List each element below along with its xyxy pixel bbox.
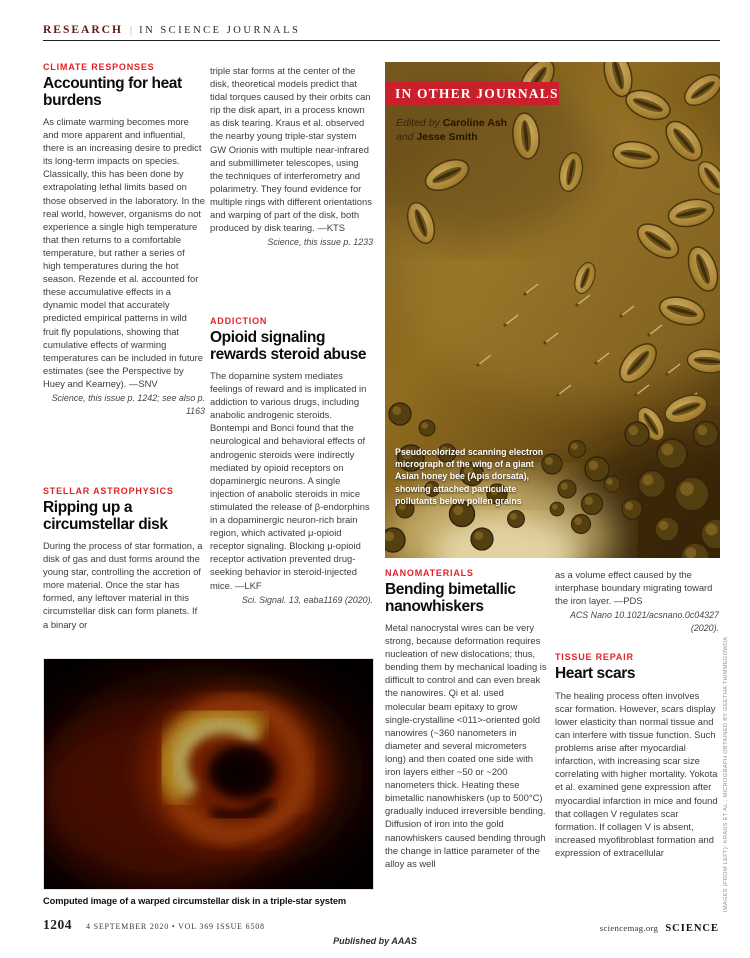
tissue-repair-body: The healing process often involves scar formation. However, scars display lower elasticity than normal tissue and can interfere with tissue function. Such problems arise after myocardial infarction, with increasing scar size correlating with higher mortality. Yokota et al. examined gene expression after myocardial infarction in mice and found that collagen V regulates scar formation. If collagen V is absent, increased myofibroblast formation and expression of extracellular: [555, 689, 718, 858]
nanomaterials-citation: ACS Nano 10.1021/acsnano.0c04327 (2020).: [569, 610, 719, 634]
page-header: [43, 20, 720, 38]
nanomaterials-body-part2: as a volume effect caused by the interphase boundary migrating toward the iron layer. —PDS: [555, 569, 713, 607]
and-label: and: [396, 130, 417, 143]
climate-body: As climate warming becomes more and more apparent and influential, there is an increasing desire to predict its long-term impacts on species. Classically, this has been done by extrapolating lethal limits based on those observed in the laboratory. In the real world, however, organisms do not experience a single high temperature that then returns to a comfortable temperature, but rather a series of high temperatures during the hot season. Rezende et al. accounted for these accumulative effects in a dynamic model that accurately predicted empirical patterns in wild fruit fly populations, showing that cumulative effects of warming temperatures can be included in future estimates (see the Perspective by Huey and Kearney). —SNV: [43, 116, 205, 389]
footer-brand: SCIENCE: [665, 923, 719, 934]
tissue-repair-title: Heart scars: [555, 665, 636, 683]
climate-title: Accounting for heat burdens: [43, 75, 182, 109]
article-addiction: [210, 316, 373, 646]
footer-site: sciencemag.org: [599, 923, 659, 933]
nanomaterials-body-part1: Metal nanocrystal wires can be very strong, because deformation requires nucleation of new dislocations; thus, bending them by mechanical loading is difficult to control and can even break the nanowires. Qi et al. used molecular beam epitaxy to grow single-crystalline <011>-oriented gold nanowires (~360 nanometers in diameter and several micrometers long) and then coated one side with iron layers either ~50 or ~200 nanometers thick. Heating these bimetallic nanowhiskers (up to 500°C) gradually induced irreversible bending. Diffusion of iron into the gold nanowhiskers caused bending through the change in lattice parameter of the alloy as well: [385, 622, 547, 869]
header-section-label: RESEARCH: [43, 24, 123, 36]
article-stellar-part1: [43, 486, 205, 656]
stellar-citation: Science, this issue p. 1233: [267, 237, 373, 248]
stellar-title: Ripping up a circumstellar disk: [43, 499, 168, 533]
image-credit-vertical: IMAGES (FROM LEFT): KRAUS ET AL.; MICROGRAPH OBTAINED BY GEETHA THIMMEGOWDA: [723, 636, 729, 912]
article-stellar-part2: [210, 64, 373, 310]
edited-by-label: Edited by: [396, 117, 443, 129]
page-number: 1204: [43, 917, 72, 932]
nanomaterials-kicker: NANOMATERIALS: [385, 568, 474, 578]
disk-figure: [43, 658, 374, 890]
column-4: [555, 568, 719, 913]
bee-micrograph-figure: [385, 62, 720, 558]
addiction-citation: Sci. Signal. 13, eaba1169 (2020).: [241, 594, 373, 605]
footer-right: [600, 918, 719, 936]
stellar-kicker: STELLAR ASTROPHYSICS: [43, 486, 174, 496]
climate-kicker: CLIMATE RESPONSES: [43, 62, 155, 72]
header-subsection-label: IN SCIENCE JOURNALS: [139, 25, 301, 36]
article-climate: [43, 62, 205, 474]
addiction-body: The dopamine system mediates feelings of reward and is implicated in addiction to various drugs, including anabolic androgenic steroids. Bontempi and Bonci found that the neurological and behavioral effects of androgenic steroids were indirectly mediated by opioid receptors on dopaminergic neurons. A single injection of anabolic steroids in mice stimulated the release of β-endorphins in a dopaminergic neuron-rich brain region, which activated μ-opioid receptor signaling. Blocking μ-opioid receptor activation prevented drug-seeking behavior in steroid-injected mice. —LKF: [210, 370, 370, 591]
tissue-repair-kicker: TISSUE REPAIR: [555, 652, 634, 663]
disk-image: [44, 659, 374, 890]
nanomaterials-title: Bending bimetallic nanowhiskers: [385, 581, 516, 615]
bee-photo-caption: Pseudocolorized scanning electron micrograph of the wing of a giant Asian honey bee (Apis dorsata), showing attached particulate pollutants below pollen grains: [395, 447, 544, 506]
in-other-journals-banner: IN OTHER JOURNALS: [385, 82, 559, 105]
climate-citation: Science, this issue p. 1242; see also p. 1163: [51, 392, 205, 416]
header-divider: |: [129, 24, 133, 36]
editor-name-2: Jesse Smith: [416, 130, 478, 143]
disk-figure-caption: Computed image of a warped circumstellar disk in a triple-star system: [43, 896, 347, 906]
stellar-body-part2: triple star forms at the center of the disk, theoretical models predict that tidal torques caused by their orbits can rip the disk apart, in a process known as disk tearing. Kraus et al. observed the nearby young triple-star system GW Orionis with multiple near-infrared and submillimeter telescopes, using the techniques of interferometry and polarimetry. They found evidence for multiple rings with different orientations and warping of part of the disk, both produced by disk tearing. —KTS: [210, 65, 372, 234]
editor-name-1: Caroline Ash: [442, 117, 508, 129]
addiction-kicker: ADDICTION: [210, 316, 268, 326]
article-nanomaterials: [385, 568, 547, 913]
stellar-body-part1: During the process of star formation, a disk of gas and dust forms around the young star, controlling the accretion of more material. Once the star has formed, any leftover material in this circumstellar disk can form planets. If a binary or: [43, 540, 203, 630]
issue-info: 4 SEPTEMBER 2020 • VOL 369 ISSUE 6508: [86, 922, 265, 931]
addiction-title: Opioid signaling rewards steroid abuse: [210, 329, 367, 363]
header-rule: [43, 40, 720, 41]
published-by-line: Published by AAAS: [333, 936, 417, 946]
footer-left: [43, 916, 265, 934]
editors-line: [396, 117, 507, 144]
